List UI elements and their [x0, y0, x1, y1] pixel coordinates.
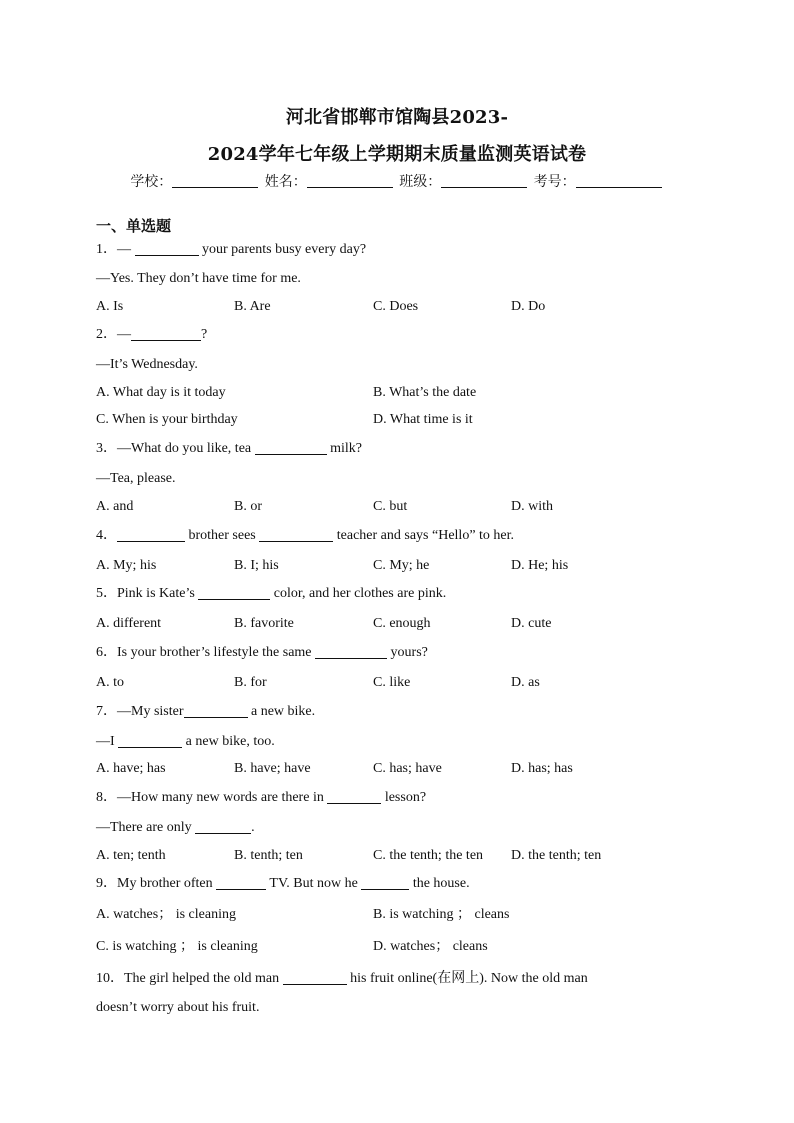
answer-blank	[195, 819, 251, 834]
option-b: B. What’s the date	[373, 385, 477, 400]
question-text: ?	[201, 327, 208, 342]
question-6	[96, 644, 428, 662]
name-label: 姓名：	[264, 174, 307, 190]
option-d: D. cute	[511, 616, 552, 631]
answer-blank	[135, 241, 199, 256]
question-text: —There are only	[96, 820, 196, 835]
option-c: C. My; he	[373, 558, 430, 573]
option-c: C. but	[373, 499, 408, 514]
question-text: 9．My brother often	[96, 876, 217, 891]
option-b: B. or	[234, 499, 262, 514]
option-d: D. as	[511, 675, 540, 690]
question-8	[96, 789, 426, 807]
option-d: D. with	[511, 499, 553, 514]
option-a: A. and	[96, 499, 134, 514]
option-a: A. ten; tenth	[96, 848, 166, 863]
question-text: a new bike, too.	[182, 734, 275, 749]
option-a: A. My; his	[96, 558, 157, 573]
question-text: 4．	[96, 528, 117, 543]
school-label: 学校：	[130, 174, 173, 190]
option-a: A. watches； is cleaning	[96, 907, 236, 922]
question-gloss: 在网上	[437, 970, 480, 986]
class-label: 班级：	[399, 174, 442, 190]
question-2	[96, 326, 207, 344]
answer-blank	[259, 527, 333, 542]
section-heading: 一、单选题	[96, 217, 172, 235]
question-3-reply: —Tea, please.	[96, 471, 176, 486]
school-blank	[172, 173, 258, 188]
question-text: 8．—How many new words are there in	[96, 790, 328, 805]
question-text: 5．Pink is Kate’s	[96, 586, 199, 601]
answer-blank	[327, 789, 381, 804]
question-text: 7．—My sister	[96, 704, 184, 719]
option-b: B. Are	[234, 299, 271, 314]
answer-blank	[216, 875, 266, 890]
exam-title-line-1: 河北省邯郸市馆陶县2023-	[285, 107, 509, 128]
answer-blank	[184, 703, 248, 718]
option-d: D. He; his	[511, 558, 569, 573]
question-text: color, and her clothes are pink.	[270, 586, 447, 601]
option-a: A. Is	[96, 299, 124, 314]
question-text: 6．Is your brother’s lifestyle the same	[96, 645, 316, 660]
answer-blank	[283, 970, 347, 985]
answer-blank	[361, 875, 409, 890]
answer-blank	[117, 527, 185, 542]
option-d: D. has; has	[511, 761, 573, 776]
question-text: —I	[96, 734, 119, 749]
option-b: B. have; have	[234, 761, 311, 776]
question-9	[96, 875, 470, 893]
question-10	[96, 969, 588, 988]
option-d: D. What time is it	[373, 412, 473, 427]
question-7	[96, 703, 315, 721]
option-c: C. When is your birthday	[96, 412, 238, 427]
question-text: 3．—What do you like, tea	[96, 441, 255, 456]
option-c: C. like	[373, 675, 411, 690]
option-c: C. is watching ； is cleaning	[96, 939, 258, 954]
option-d: D. watches； cleans	[373, 939, 488, 954]
name-blank	[307, 173, 393, 188]
option-c: C. the tenth; the ten	[373, 848, 484, 863]
question-2-reply: —It’s Wednesday.	[96, 357, 198, 372]
question-text: .	[251, 820, 255, 835]
question-4	[96, 527, 514, 545]
option-a: A. have; has	[96, 761, 166, 776]
option-a: A. What day is it today	[96, 385, 226, 400]
question-text: yours?	[387, 645, 428, 660]
question-text: brother sees	[185, 528, 260, 543]
answer-blank	[131, 326, 201, 341]
option-a: A. different	[96, 616, 162, 631]
answer-blank	[118, 733, 182, 748]
question-5	[96, 585, 446, 603]
question-8-reply	[96, 819, 255, 837]
student-info-row	[0, 171, 794, 191]
option-d: D. Do	[511, 299, 546, 314]
question-text: 2．—	[96, 327, 131, 342]
option-b: B. for	[234, 675, 267, 690]
option-c: C. has; have	[373, 761, 442, 776]
question-1	[96, 241, 366, 259]
exam-title-line-2: 2024学年七年级上学期期末质量监测英语试卷	[207, 144, 587, 165]
question-text: teacher and says “Hello” to her.	[333, 528, 515, 543]
exam-number-label: 考号：	[533, 174, 576, 190]
question-text: your parents busy every day?	[198, 242, 367, 257]
question-text: a new bike.	[247, 704, 316, 719]
option-b: B. favorite	[234, 616, 294, 631]
exam-number-blank	[576, 173, 662, 188]
option-c: C. Does	[373, 299, 419, 314]
option-c: C. enough	[373, 616, 431, 631]
option-b: B. I; his	[234, 558, 279, 573]
question-text: milk?	[326, 441, 363, 456]
answer-blank	[255, 440, 327, 455]
question-text: ). Now the old man	[479, 971, 588, 986]
option-b: B. tenth; ten	[234, 848, 303, 863]
question-text: TV. But now he	[266, 876, 362, 891]
option-a: A. to	[96, 675, 124, 690]
option-b: B. is watching ； cleans	[373, 907, 510, 922]
answer-blank	[315, 644, 387, 659]
question-text: lesson?	[381, 790, 427, 805]
question-text: his fruit online(	[346, 971, 438, 986]
question-text: 10．The girl helped the old man	[96, 971, 283, 986]
answer-blank	[198, 585, 270, 600]
question-10-continued: doesn’t worry about his fruit.	[96, 1000, 260, 1015]
option-d: D. the tenth; ten	[511, 848, 602, 863]
question-3	[96, 440, 362, 458]
question-7-reply	[96, 733, 275, 751]
question-1-reply: —Yes. They don’t have time for me.	[96, 271, 301, 286]
class-blank	[441, 173, 527, 188]
question-text: the house.	[409, 876, 470, 891]
question-text: 1．—	[96, 242, 135, 257]
